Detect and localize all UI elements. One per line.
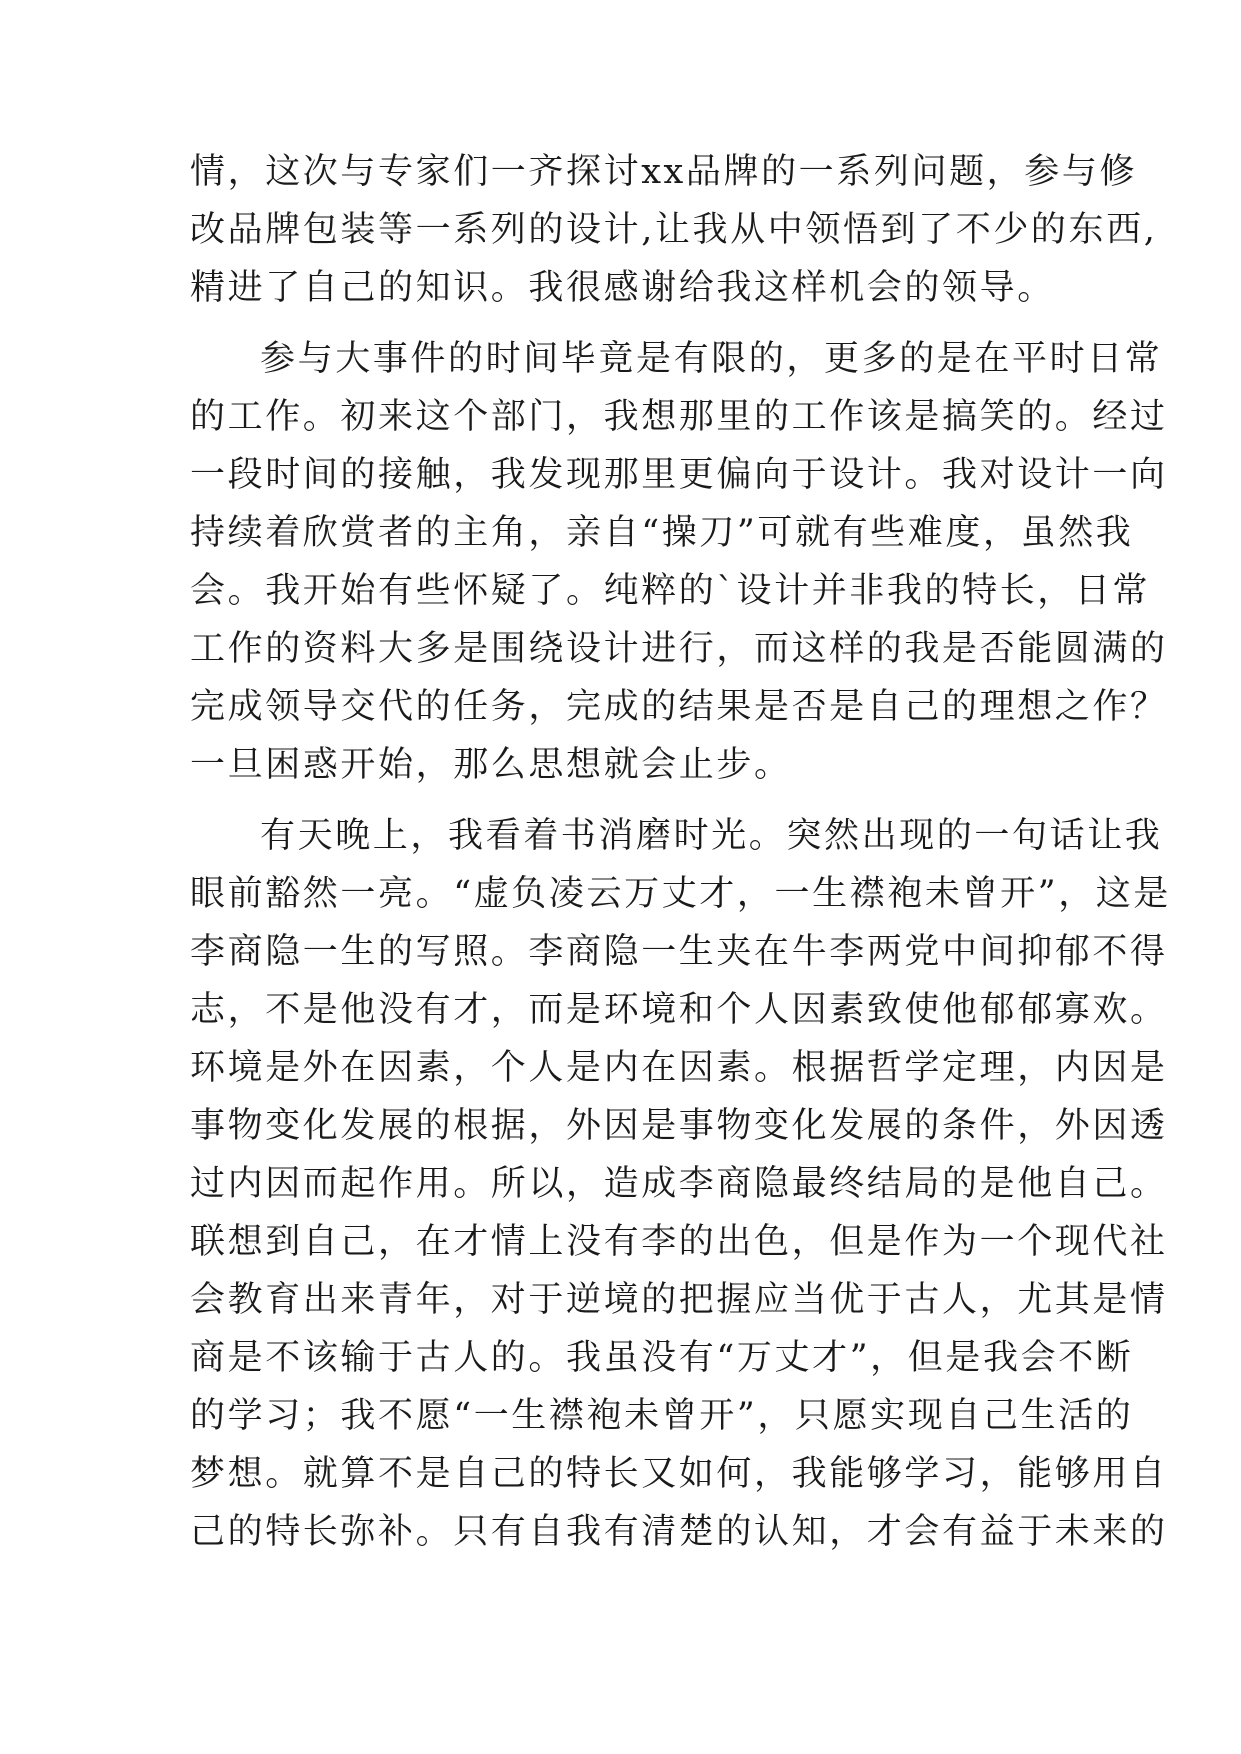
text-line: 情，这次与专家们一齐探讨xx品牌的一系列问题，参与修 — [190, 152, 1138, 192]
text-line: 完成领导交代的任务，完成的结果是否是自己的理想之作？ — [190, 687, 1168, 727]
paragraph-start-line: 有天晚上，我看着书消磨时光。突然出现的一句话让我 — [260, 816, 1163, 856]
text-line: 工作的资料大多是围绕设计进行，而这样的我是否能圆满的 — [190, 629, 1168, 669]
text-line: 会。我开始有些怀疑了。纯粹的`设计并非我的特长，日常 — [190, 571, 1151, 611]
text-line: 己的特长弥补。只有自我有清楚的认知，才会有益于未来的 — [190, 1512, 1168, 1552]
text-line: 眼前豁然一亮。“虚负凌云万丈才，一生襟袍未曾开”，这是 — [190, 874, 1171, 914]
text-line: 改品牌包装等一系列的设计,让我从中领悟到了不少的东西, — [190, 210, 1158, 250]
text-line: 持续着欣赏者的主角，亲自“操刀”可就有些难度，虽然我 — [190, 513, 1134, 553]
text-line: 的学习；我不愿“一生襟袍未曾开”，只愿实现自己生活的 — [190, 1396, 1134, 1436]
text-line: 事物变化发展的根据，外因是事物变化发展的条件，外因透 — [190, 1106, 1168, 1146]
text-line: 会教育出来青年，对于逆境的把握应当优于古人，尤其是情 — [190, 1280, 1168, 1320]
text-line: 的工作。初来这个部门，我想那里的工作该是搞笑的。经过 — [190, 397, 1168, 437]
text-line: 梦想。就算不是自己的特长又如何，我能够学习，能够用自 — [190, 1454, 1168, 1494]
text-line: 志，不是他没有才，而是环境和个人因素致使他郁郁寡欢。 — [190, 990, 1168, 1030]
text-line: 一段时间的接触，我发现那里更偏向于设计。我对设计一向 — [190, 455, 1168, 495]
text-line: 一旦困惑开始，那么思想就会止步。 — [190, 745, 792, 785]
paragraph-start-line: 参与大事件的时间毕竟是有限的，更多的是在平时日常 — [260, 339, 1163, 379]
text-line: 联想到自己，在才情上没有李的出色，但是作为一个现代社 — [190, 1222, 1168, 1262]
text-line: 环境是外在因素，个人是内在因素。根据哲学定理，内因是 — [190, 1048, 1168, 1088]
text-line: 过内因而起作用。所以，造成李商隐最终结局的是他自己。 — [190, 1164, 1168, 1204]
text-line: 商是不该输于古人的。我虽没有“万丈才”，但是我会不断 — [190, 1338, 1134, 1378]
text-line: 李商隐一生的写照。李商隐一生夹在牛李两党中间抑郁不得 — [190, 932, 1168, 972]
text-line: 精进了自己的知识。我很感谢给我这样机会的领导。 — [190, 268, 1055, 308]
